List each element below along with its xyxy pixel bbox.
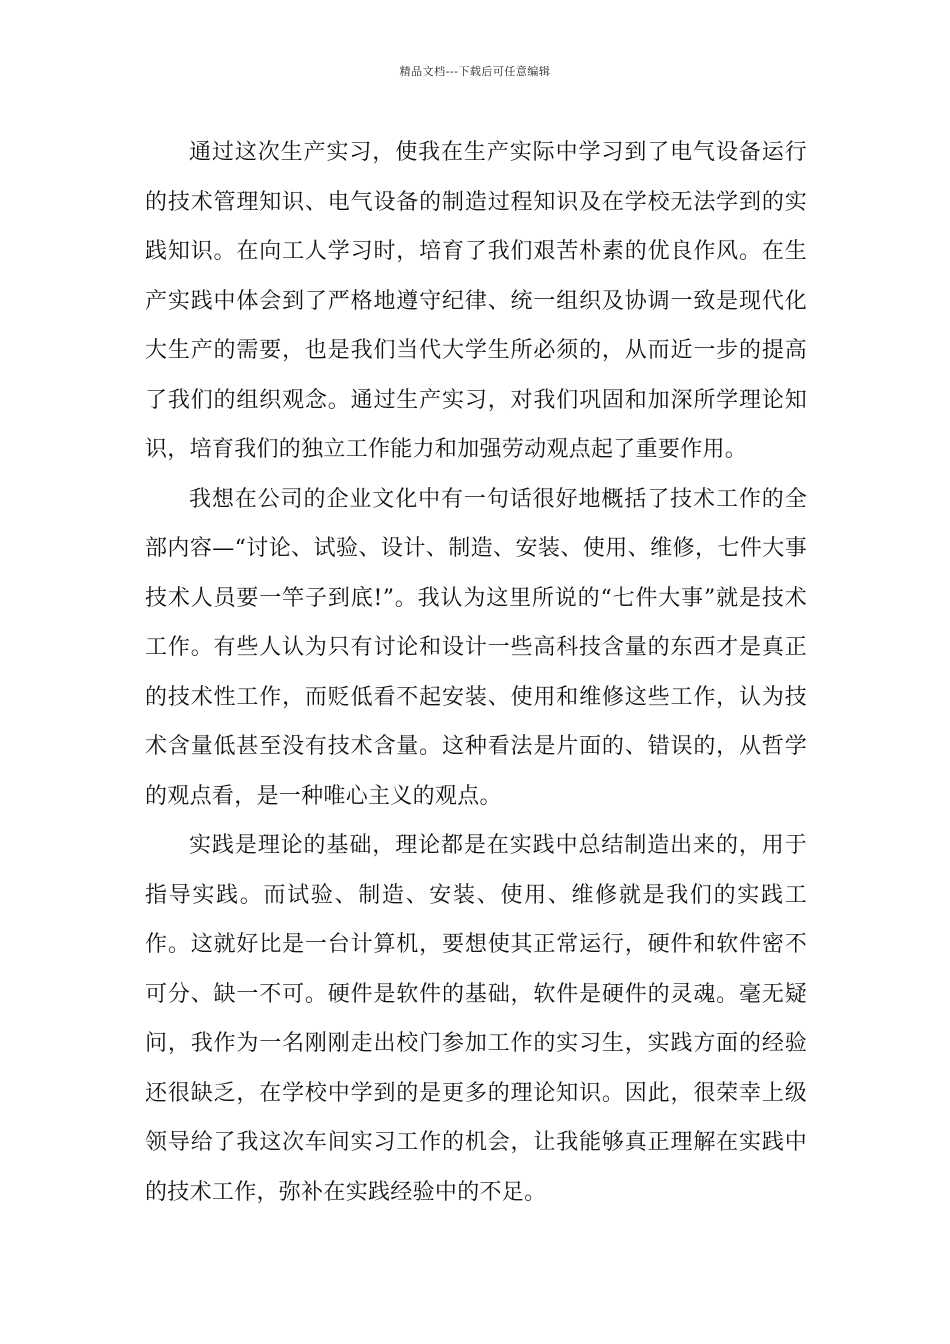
paragraph-1: 通过这次生产实习，使我在生产实际中学习到了电气设备运行的技术管理知识、电气设备的制造过程知识及在学校无法学到的实践知识。在向工人学习时，培育了我们艰苦朴素的优良作风。在生产实践中体会到了严格地遵守纪律、统一组织及协调一致是现代化大生产的需要，也是我们当代大学生所必须的，从而近一步的提高了我们的组织观念。通过生产实习，对我们巩固和加深所学理论知识，培育我们的独立工作能力和加强劳动观点起了重要作用。 — [145, 140, 807, 462]
document-body — [145, 128, 807, 1217]
page-header: 精品文档---下载后可任意编辑 — [399, 65, 551, 78]
paragraph-2: 我想在公司的企业文化中有一句话很好地概括了技术工作的全部内容—“讨论、试验、设计、制造、安装、使用、维修，七件大事技术人员要一竿子到底!”。我认为这里所说的“七件大事”就是技术工作。有些人认为只有讨论和设计一些高科技含量的东西才是真正的技术性工作，而贬低看不起安装、使用和维修这些工作，认为技术含量低甚至没有技术含量。这种看法是片面的、错误的，从哲学的观点看，是一种唯心主义的观点。 — [145, 486, 807, 809]
paragraph-3: 实践是理论的基础，理论都是在实践中总结制造出来的，用于指导实践。而试验、制造、安装、使用、维修就是我们的实践工作。这就好比是一台计算机，要想使其正常运行，硬件和软件密不可分、缺一不可。硬件是软件的基础，软件是硬件的灵魂。毫无疑问，我作为一名刚刚走出校门参加工作的实习生，实践方面的经验还很缺乏，在学校中学到的是更多的理论知识。因此，很荣幸上级领导给了我这次车间实习工作的机会，让我能够真正理解在实践中的技术工作，弥补在实践经验中的不足。 — [145, 833, 807, 1205]
